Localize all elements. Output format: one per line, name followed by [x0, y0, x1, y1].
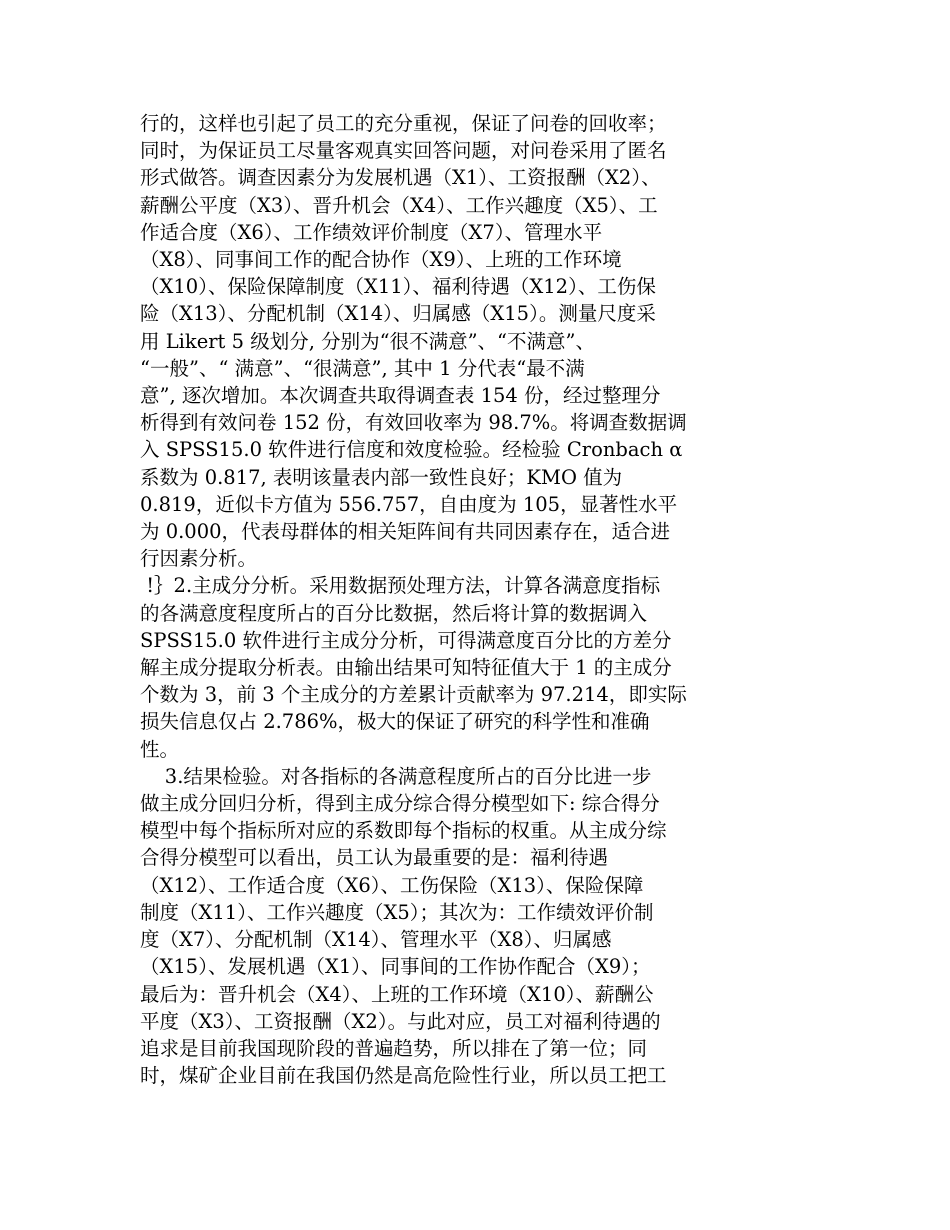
text-line: 入 SPSS15.0 软件进行信度和效度检验。经检验 Cronbach α: [140, 438, 683, 462]
text-line: 做主成分回归分析，得到主成分综合得分模型如下: 综合得分: [140, 792, 660, 816]
text-line: 合得分模型可以看出，员工认为最重要的是：福利待遇: [140, 846, 609, 870]
text-line: 解主成分提取分析表。由输出结果可知特征值大于 1 的主成分: [140, 656, 672, 680]
text-line: 薪酬公平度（X3）、晋升机会（X4）、工作兴趣度（X5）、工: [140, 193, 658, 217]
text-line: 损失信息仅占 2.786%，极大的保证了研究的科学性和准确: [140, 710, 650, 734]
text-line: （X12）、工作适合度（X6）、工伤保险（X13）、保险保障: [140, 873, 644, 897]
text-line: SPSS15.0 软件进行主成分分析，可得满意度百分比的方差分: [140, 628, 672, 652]
document-page: [140, 110, 740, 1089]
text-line: “一般”、“ 满意”、“很满意”, 其中 1 分代表“最不满: [140, 356, 585, 380]
text-line: 性。: [140, 737, 180, 761]
text-line: （X15）、发展机遇（X1）、同事间的工作协作配合（X9）；: [140, 955, 651, 979]
text-line: 追求是目前我国现阶段的普遍趋势，所以排在了第一位；同: [140, 1036, 648, 1060]
text-line: 0.819，近似卡方值为 556.757，自由度为 105，显著性水平: [140, 492, 678, 516]
text-line: 作适合度（X6）、工作绩效评价制度（X7）、管理水平: [140, 220, 603, 244]
text-line: 度（X7）、分配机制（X14）、管理水平（X8）、归属感: [140, 928, 612, 952]
text-line: 形式做答。调查因素分为发展机遇（X1）、工资报酬（X2）、: [140, 166, 661, 190]
text-line: 行的，这样也引起了员工的充分重视，保证了问卷的回收率；: [140, 112, 667, 135]
text-line: 模型中每个指标所对应的系数即每个指标的权重。从主成分综: [140, 819, 667, 843]
text-line: !｝2.主成分分析。采用数据预处理方法，计算各满意度指标: [140, 574, 661, 598]
text-line: （X10）、保险保障制度（X11）、福利待遇（X12）、工伤保: [140, 275, 656, 299]
text-line: 同时，为保证员工尽量客观真实回答问题，对问卷采用了匿名: [140, 139, 667, 163]
text-line: 行因素分析。: [140, 547, 258, 571]
text-line: 制度（X11）、工作兴趣度（X5）；其次为：工作绩效评价制: [140, 900, 654, 924]
text-line: 时，煤矿企业目前在我国仍然是高危险性行业，所以员工把工: [140, 1064, 667, 1088]
text-line: 的各满意度程度所占的百分比数据，然后将计算的数据调入: [140, 601, 648, 625]
text-line: 系数为 0.817, 表明该量表内部一致性良好；KMO 值为: [140, 465, 623, 489]
text-line: 析得到有效问卷 152 份，有效回收率为 98.7%。将调查数据调: [140, 411, 687, 435]
text-line: 意”, 逐次增加。本次调查共取得调查表 154 份，经过整理分: [140, 384, 661, 408]
text-line: 3.结果检验。对各指标的各满意程度所占的百分比进一步: [140, 764, 652, 788]
text-line: 险（X13）、分配机制（X14）、归属感（X15）。测量尺度采: [140, 302, 656, 326]
text-line: 用 Likert 5 级划分, 分别为“很不满意”、“不满意”、: [140, 329, 595, 353]
text-line: （X8）、同事间工作的配合协作（X9）、上班的工作环境: [140, 248, 622, 272]
text-line: 个数为 3，前 3 个主成分的方差累计贡献率为 97.214，即实际: [140, 683, 687, 707]
text-line: 为 0.000，代表母群体的相关矩阵间有共同因素存在，适合进: [140, 520, 671, 544]
text-line: 平度（X3）、工资报酬（X2）。与此对应，员工对福利待遇的: [140, 1009, 661, 1033]
text-line: 最后为：晋升机会（X4）、上班的工作环境（X10）、薪酬公: [140, 982, 654, 1006]
